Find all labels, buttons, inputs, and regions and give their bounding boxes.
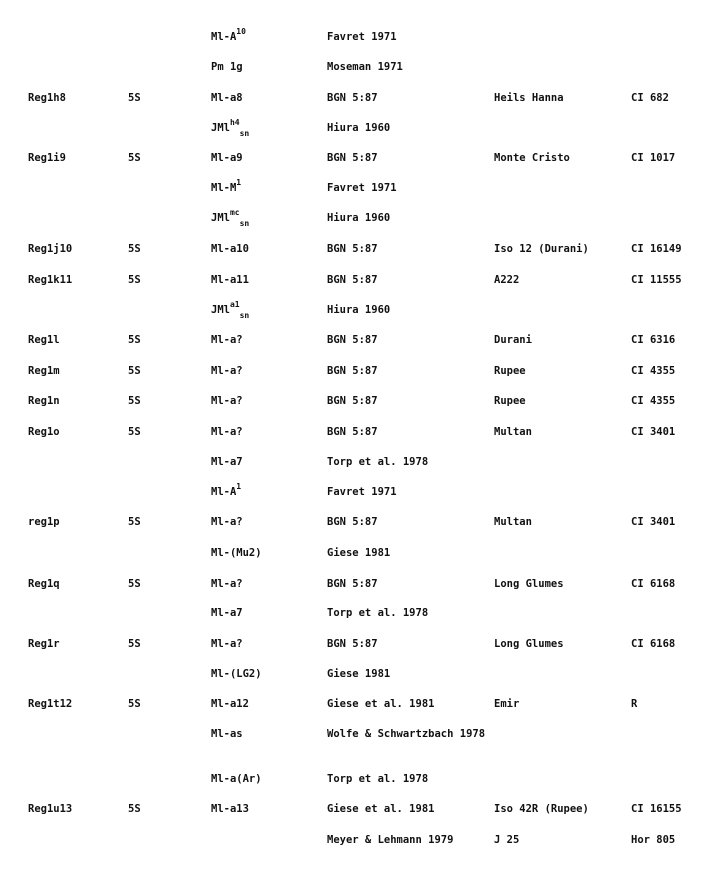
gene-symbol: Reg1u13 <box>28 803 73 815</box>
chromosome-arm: 5S <box>128 516 141 528</box>
gene-symbol: Reg1o <box>28 426 60 438</box>
allele-superscript: a1 <box>229 300 240 309</box>
allele-symbol <box>211 274 249 287</box>
accession-number: CI 6316 <box>631 334 676 346</box>
allele-symbol <box>211 456 243 469</box>
source-cultivar: Iso 12 (Durani) <box>494 243 589 255</box>
chromosome-arm: 5S <box>128 803 141 815</box>
allele-symbol <box>211 395 243 408</box>
table-row <box>0 92 726 112</box>
reference: Favret 1971 <box>327 486 397 498</box>
allele-base: Ml-a? <box>211 578 243 590</box>
allele-symbol <box>211 118 250 138</box>
reference: BGN 5:87 <box>327 274 378 286</box>
allele-base: Ml-a9 <box>211 152 243 164</box>
allele-base: Ml-A <box>211 486 237 498</box>
allele-base: Ml-a? <box>211 516 243 528</box>
reference: BGN 5:87 <box>327 516 378 528</box>
table-row <box>0 118 726 142</box>
allele-symbol <box>211 208 250 228</box>
allele-base: Ml-a10 <box>211 243 249 255</box>
accession-number: CI 3401 <box>631 516 676 528</box>
source-cultivar: J 25 <box>494 834 520 846</box>
reference: Giese et al. 1981 <box>327 803 435 815</box>
accession-number: CI 4355 <box>631 365 676 377</box>
reference: Torp et al. 1978 <box>327 456 429 468</box>
reference: Hiura 1960 <box>327 304 391 316</box>
allele-superscript: mc <box>229 208 240 217</box>
table-row <box>0 426 726 446</box>
allele-base: Ml-a7 <box>211 456 243 468</box>
gene-symbol: Reg1r <box>28 638 60 650</box>
source-cultivar: Iso 42R (Rupee) <box>494 803 589 815</box>
reference: Favret 1971 <box>327 182 397 194</box>
allele-base: Ml-(LG2) <box>211 668 262 680</box>
accession-number: CI 4355 <box>631 395 676 407</box>
table-row <box>0 27 726 51</box>
allele-symbol <box>211 698 249 711</box>
source-cultivar: Multan <box>494 426 532 438</box>
reference: BGN 5:87 <box>327 334 378 346</box>
accession-number: Hor 805 <box>631 834 676 846</box>
reference: Hiura 1960 <box>327 122 391 134</box>
source-cultivar: Monte Cristo <box>494 152 570 164</box>
allele-symbol <box>211 516 243 529</box>
table-row <box>0 178 726 202</box>
gene-symbol: Reg1j10 <box>28 243 73 255</box>
allele-base: Ml-a12 <box>211 698 249 710</box>
allele-base: JMl <box>211 212 230 224</box>
source-cultivar: Rupee <box>494 365 526 377</box>
reference: BGN 5:87 <box>327 638 378 650</box>
table-row <box>0 803 726 823</box>
chromosome-arm: 5S <box>128 638 141 650</box>
allele-base: Ml-a? <box>211 365 243 377</box>
chromosome-arm: 5S <box>128 578 141 590</box>
allele-base: Ml-a7 <box>211 607 243 619</box>
allele-symbol <box>211 243 249 256</box>
source-cultivar: Long Glumes <box>494 578 564 590</box>
gene-symbol: Reg1q <box>28 578 60 590</box>
table-row <box>0 243 726 263</box>
chromosome-arm: 5S <box>128 92 141 104</box>
allele-symbol <box>211 27 246 44</box>
allele-subscript: sn <box>239 129 250 138</box>
gene-symbol: Reg1l <box>28 334 60 346</box>
table-row <box>0 208 726 232</box>
gene-symbol: Reg1i9 <box>28 152 66 164</box>
table-row <box>0 516 726 536</box>
allele-superscript: h4 <box>229 118 240 127</box>
allele-base: Ml-M <box>211 182 237 194</box>
allele-base: Ml-a8 <box>211 92 243 104</box>
chromosome-arm: 5S <box>128 426 141 438</box>
allele-superscript: 10 <box>236 27 246 36</box>
allele-symbol <box>211 334 243 347</box>
accession-number: CI 11555 <box>631 274 682 286</box>
allele-base: Ml-a13 <box>211 803 249 815</box>
allele-symbol <box>211 426 243 439</box>
table-row <box>0 395 726 415</box>
table-row <box>0 456 726 476</box>
allele-base: Ml-a? <box>211 334 243 346</box>
allele-symbol <box>211 152 243 165</box>
table-row <box>0 547 726 567</box>
allele-subscript: sn <box>239 219 250 228</box>
chromosome-arm: 5S <box>128 274 141 286</box>
table-row <box>0 61 726 81</box>
chromosome-arm: 5S <box>128 243 141 255</box>
source-cultivar: Emir <box>494 698 520 710</box>
reference: Torp et al. 1978 <box>327 607 429 619</box>
reference: Torp et al. 1978 <box>327 773 429 785</box>
reference: BGN 5:87 <box>327 152 378 164</box>
reference: Hiura 1960 <box>327 212 391 224</box>
allele-symbol <box>211 668 262 681</box>
table-row <box>0 365 726 385</box>
allele-symbol <box>211 365 243 378</box>
reference: Favret 1971 <box>327 31 397 43</box>
table-row <box>0 834 726 854</box>
accession-number: CI 682 <box>631 92 669 104</box>
accession-number: CI 3401 <box>631 426 676 438</box>
reference: BGN 5:87 <box>327 395 378 407</box>
allele-superscript: 1 <box>236 482 242 491</box>
allele-base: Pm 1g <box>211 61 243 73</box>
gene-symbol: Reg1n <box>28 395 60 407</box>
accession-number: CI 1017 <box>631 152 676 164</box>
reference: Moseman 1971 <box>327 61 403 73</box>
table-row <box>0 152 726 172</box>
source-cultivar: A222 <box>494 274 520 286</box>
accession-number: CI 6168 <box>631 638 676 650</box>
source-cultivar: Multan <box>494 516 532 528</box>
reference: Meyer & Lehmann 1979 <box>327 834 454 846</box>
accession-number: CI 16149 <box>631 243 682 255</box>
allele-base: Ml-a11 <box>211 274 249 286</box>
allele-symbol <box>211 607 243 620</box>
chromosome-arm: 5S <box>128 395 141 407</box>
allele-base: Ml-a? <box>211 395 243 407</box>
source-cultivar: Heils Hanna <box>494 92 564 104</box>
source-cultivar: Durani <box>494 334 532 346</box>
allele-symbol <box>211 92 243 105</box>
reference: Giese 1981 <box>327 547 391 559</box>
allele-base: JMl <box>211 304 230 316</box>
table-row <box>0 773 726 793</box>
allele-base: Ml-a? <box>211 638 243 650</box>
accession-number: CI 16155 <box>631 803 682 815</box>
chromosome-arm: 5S <box>128 334 141 346</box>
table-row <box>0 482 726 506</box>
gene-symbol: Reg1m <box>28 365 60 377</box>
reference: Giese 1981 <box>327 668 391 680</box>
allele-symbol <box>211 178 242 195</box>
chromosome-arm: 5S <box>128 365 141 377</box>
allele-symbol <box>211 547 262 560</box>
gene-symbol: Reg1h8 <box>28 92 66 104</box>
table-row <box>0 668 726 688</box>
allele-base: Ml-a(Ar) <box>211 773 262 785</box>
allele-subscript: sn <box>239 311 250 320</box>
source-cultivar: Rupee <box>494 395 526 407</box>
reference: BGN 5:87 <box>327 92 378 104</box>
reference: BGN 5:87 <box>327 365 378 377</box>
table-row <box>0 638 726 658</box>
accession-number: CI 6168 <box>631 578 676 590</box>
allele-base: Ml-(Mu2) <box>211 547 262 559</box>
reference: BGN 5:87 <box>327 426 378 438</box>
reference: Wolfe & Schwartzbach 1978 <box>327 728 486 740</box>
chromosome-arm: 5S <box>128 698 141 710</box>
table-row <box>0 607 726 627</box>
gene-symbol: reg1p <box>28 516 60 528</box>
allele-superscript: 1 <box>236 178 242 187</box>
source-cultivar: Long Glumes <box>494 638 564 650</box>
allele-symbol <box>211 638 243 651</box>
table-row <box>0 698 726 718</box>
allele-symbol <box>211 300 250 320</box>
table-row <box>0 274 726 294</box>
accession-number: R <box>631 698 638 710</box>
allele-base: Ml-A <box>211 31 237 43</box>
allele-symbol <box>211 773 262 786</box>
reference: BGN 5:87 <box>327 243 378 255</box>
reference: Giese et al. 1981 <box>327 698 435 710</box>
gene-symbol: Reg1k11 <box>28 274 73 286</box>
reference: BGN 5:87 <box>327 578 378 590</box>
allele-symbol <box>211 578 243 591</box>
allele-symbol <box>211 803 249 816</box>
chromosome-arm: 5S <box>128 152 141 164</box>
table-row <box>0 300 726 324</box>
allele-base: Ml-a? <box>211 426 243 438</box>
allele-symbol <box>211 482 242 499</box>
table-row <box>0 578 726 598</box>
allele-base: JMl <box>211 122 230 134</box>
table-row <box>0 334 726 354</box>
allele-symbol <box>211 728 243 741</box>
gene-symbol: Reg1t12 <box>28 698 73 710</box>
allele-symbol <box>211 61 243 74</box>
table-row <box>0 728 726 748</box>
allele-base: Ml-as <box>211 728 243 740</box>
